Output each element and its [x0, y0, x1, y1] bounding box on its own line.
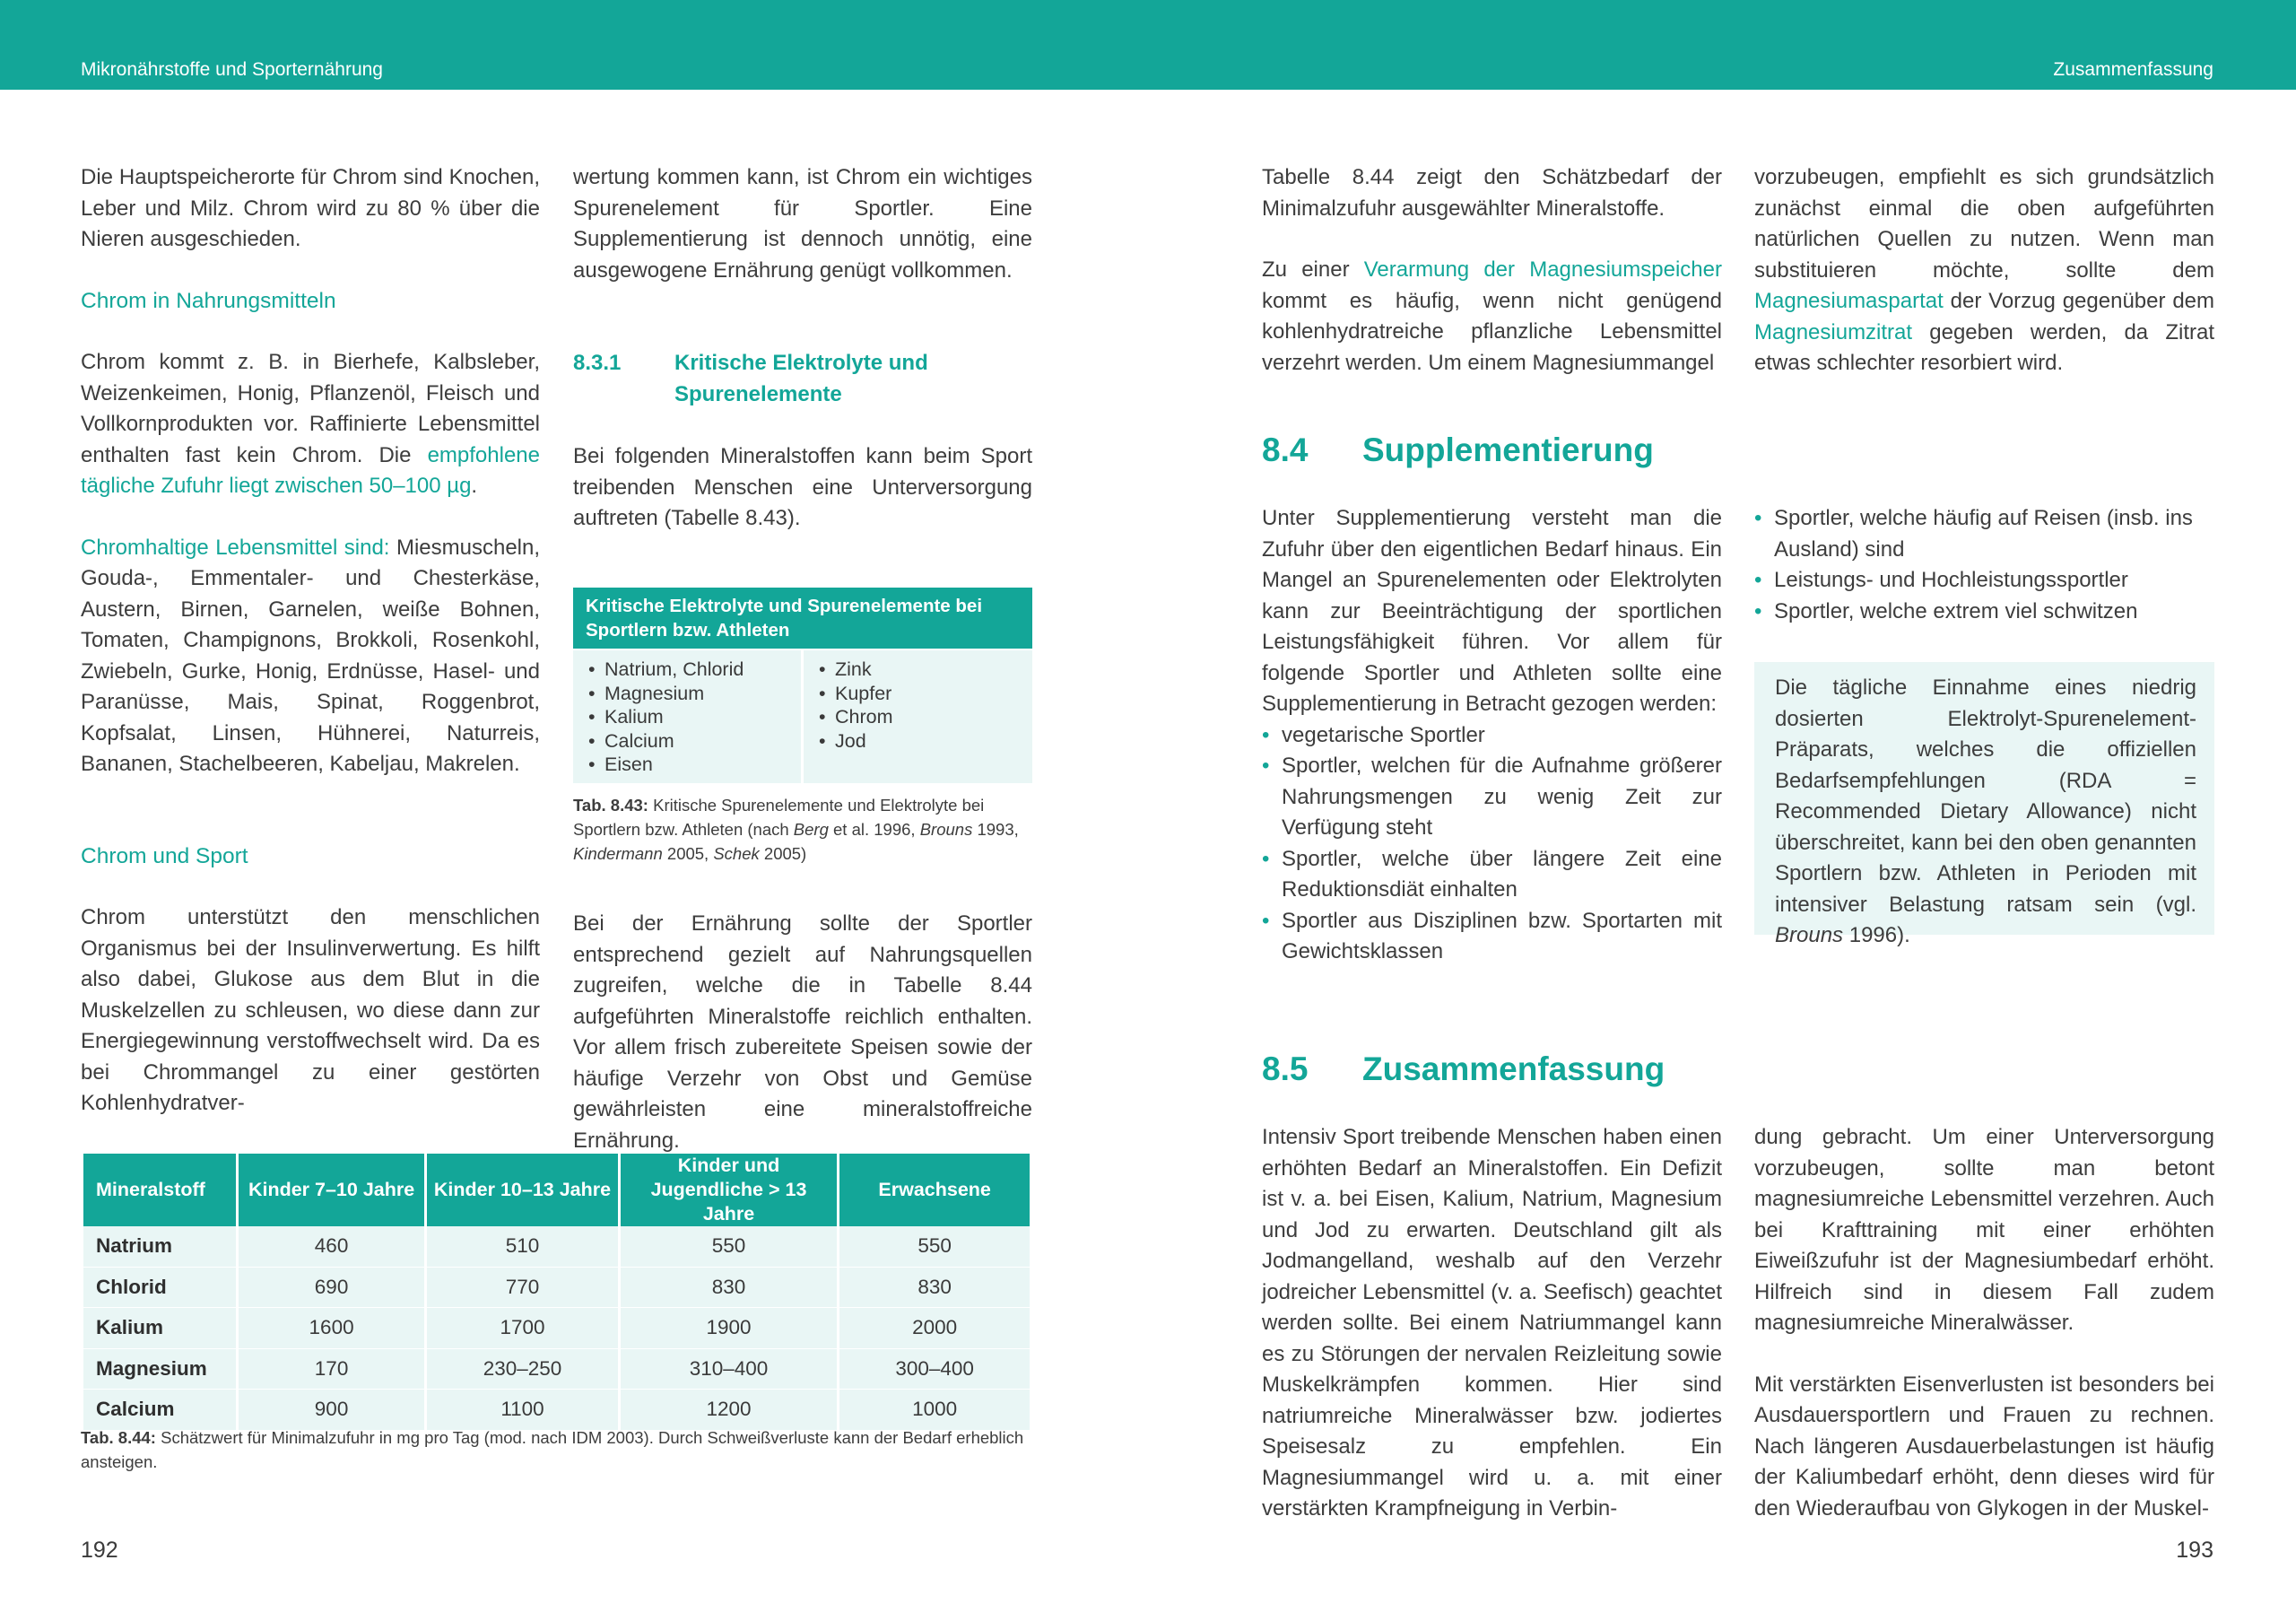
- column-header: Mineralstoff: [83, 1154, 236, 1226]
- table-row: Natrium 460 510 550 550: [83, 1226, 1030, 1268]
- left-page-column-2-para-2: [573, 909, 1032, 1156]
- section-number: 8.5: [1262, 1050, 1309, 1087]
- section-heading-8-4: [1262, 431, 1654, 470]
- paragraph: Unter Supplementierung versteht man die Zufuhr über den eigentlichen Bedarf hinaus. Ein Mangel an Spurenelementen oder Elektrolyten kann zur Beeinträchtigung der sportlichen Leistungsfähigkeit führen. Vor allem für folgende Sportler und Athleten sollte eine Supplementierung in Betracht gezogen werden:: [1262, 506, 1722, 716]
- paragraph: Tabelle 8.44 zeigt den Schätzbedarf der Minimalzufuhr ausgewählter Mineralstoffe.: [1262, 165, 1722, 221]
- list-item: • Calcium: [587, 729, 797, 754]
- column-header: Kinder 10–13 Jahre: [427, 1154, 617, 1226]
- zusammenfassung-column-2: [1754, 1122, 2214, 1524]
- list-item: • Zink: [817, 658, 1023, 682]
- section-number: 8.3.1: [573, 351, 622, 375]
- list-item: • Jod: [817, 729, 1023, 754]
- table-8-43-left-list: [587, 658, 797, 777]
- supplementierung-column-1: [1262, 503, 1722, 968]
- bullet-list: [1754, 503, 2214, 627]
- running-head-left: Mikronährstoffe und Sporternährung: [81, 59, 383, 80]
- paragraph: Chrom unterstützt den menschlichen Organismus bei der Insulinverwertung. Es hilft also dabei, Glukose aus dem Blut in die Muskelzellen zu schleusen, wo diese dann zur Energiegewinnung verstoffwechselt wird. Da es bei Chrommangel zu einer gestörten Kohlenhydratver-: [81, 905, 540, 1115]
- paragraph: Bei folgenden Mineralstoffen kann beim Sport treibenden Menschen eine Unterversorgung auftreten (Tabelle 8.43).: [573, 444, 1032, 530]
- list-item: • Natrium, Chlorid: [587, 658, 797, 682]
- column-header: Kinder und Jugendliche > 13 Jahre: [621, 1154, 838, 1226]
- page-number-left: 192: [81, 1538, 118, 1563]
- table-8-44-caption: Tab. 8.44: Schätzwert für Minimalzufuhr in mg pro Tag (mod. nach IDM 2003). Durch Schweißverluste kann der Bedarf erheblich ansteigen.: [81, 1428, 1024, 1471]
- left-page-column-1: [81, 162, 540, 1120]
- paragraph: Mit verstärkten Eisenverlusten ist besonders bei Ausdauersportlern und Frauen zu rechnen. Nach längeren Ausdauerbelastungen ist häufig der Kaliumbedarf erhöht, denn dieses wird für den Wiederaufbau von Glykogen in der Muskel-: [1754, 1372, 2214, 1521]
- table-8-43-header: Kritische Elektrolyte und Spurenelemente bei Sportlern bzw. Athleten: [573, 588, 1032, 649]
- subheading: Chrom und Sport: [81, 843, 248, 868]
- list-item: • Kalium: [587, 705, 797, 729]
- left-page-column-2: [573, 162, 1032, 286]
- paragraph: Chrom kommt z. B. in Bierhefe, Kalbsleber, Weizenkeimen, Honig, Pflanzenöl, Fleisch und Vollkornprodukten vor. Raffinierte Lebensmittel enthalten fast kein Chrom. Die empfohlene tägliche Zufuhr liegt zwischen 50–100 µg.: [81, 350, 541, 498]
- zusammenfassung-column-1: [1262, 1122, 1722, 1525]
- table-8-44: [81, 1154, 1032, 1431]
- supplementierung-column-2: [1754, 503, 2214, 627]
- list-item: • Kupfer: [817, 682, 1023, 706]
- list-item: • Sportler, welche häufig auf Reisen (insb. ins Ausland) sind: [1754, 503, 2214, 565]
- list-item: • vegetarische Sportler: [1262, 720, 1722, 752]
- section-title: Zusammenfassung: [1362, 1050, 1665, 1087]
- list-item: • Sportler aus Disziplinen bzw. Sportarten mit Gewichtsklassen: [1262, 906, 1722, 968]
- column-header: Erwachsene: [839, 1154, 1030, 1226]
- left-page-column-2-para: [573, 441, 1032, 535]
- highlight: Magnesiumzitrat: [1754, 319, 1913, 344]
- highlight: Magnesiumaspartat: [1754, 289, 1944, 313]
- table-row: Kalium 1600 1700 1900 2000: [83, 1308, 1030, 1349]
- paragraph: Bei der Ernährung sollte der Sportler entsprechend gezielt auf Nahrungsquellen zugreifen, welche die in Tabelle 8.44 aufgeführten Mineralstoffe reichlich enthalten. Vor allem frisch zubereitete Speisen sowie der häufige Verzehr von Obst und Gemüse gewährleisten eine mineralstoffreiche Ernährung.: [573, 911, 1032, 1153]
- list-item: • Sportler, welche über längere Zeit eine Reduktionsdiät einhalten: [1262, 844, 1722, 906]
- section-title: Kritische Elektrolyte und Spurenelemente: [674, 351, 928, 406]
- highlight: empfohlene tägliche Zufuhr liegt zwischen 50–100 µg: [81, 442, 541, 498]
- right-page-column-1: [1262, 162, 1722, 379]
- paragraph: wertung kommen kann, ist Chrom ein wichtiges Spurenelement für Sportler. Eine Supplementierung ist dennoch unnötig, eine ausgewogene Ernährung genügt vollkommen.: [573, 165, 1032, 283]
- running-head-right: Zusammenfassung: [2053, 59, 2213, 80]
- table-8-43-right-list: [817, 658, 1023, 753]
- section-title: Supplementierung: [1362, 431, 1654, 468]
- paragraph: Die Hauptspeicherorte für Chrom sind Knochen, Leber und Milz. Chrom wird zu 80 % über die Nieren ausgeschieden.: [81, 165, 540, 251]
- highlight: Verarmung der Magnesiumspeicher: [1363, 257, 1722, 282]
- column-header: Kinder 7–10 Jahre: [239, 1154, 424, 1226]
- right-page-column-2: [1754, 162, 2214, 379]
- page-number-right: 193: [2176, 1538, 2213, 1563]
- paragraph: vorzubeugen, empfiehlt es sich grundsätzlich zunächst einmal die oben aufgeführten natürlichen Quellen zu nutzen. Wenn man substituieren möchte, sollte dem Magnesiumaspartat der Vorzug gegenüber dem Magnesiumzitrat gegeben werden, da Zitrat etwas schlechter resorbiert wird.: [1754, 165, 2214, 375]
- section-number: 8.4: [1262, 431, 1309, 468]
- list-item: • Magnesium: [587, 682, 797, 706]
- paragraph: Intensiv Sport treibende Menschen haben einen erhöhten Bedarf an Mineralstoffen. Ein Defizit ist v. a. bei Eisen, Kalium, Natrium, Magnesium und Jod zu erwarten. Deutschland gilt als Jodmangelland, weshalb auf den Verzehr jodreicher Lebensmittel (v. a. Seefisch) geachtet werden sollte. Bei einem Natriummangel kann es zu Störungen der nervalen Reizleitung sowie Muskelkrämpfen kommen. Hier sind natriumreiche Mineralwässer bzw. jodiertes Speisesalz zu empfehlen. Ein Magnesiummangel wird u. a. mit einer verstärkten Krampfneigung in Verbin-: [1262, 1125, 1722, 1521]
- paragraph: Chromhaltige Lebensmittel sind: Miesmuscheln, Gouda-, Emmentaler- und Chesterkäse, Austern, Birnen, Garnelen, weiße Bohnen, Tomaten, Champignons, Brokkoli, Rosenkohl, Zwiebeln, Gurke, Honig, Erdnüsse, Hasel- und Paranüsse, Mais, Spinat, Roggenbrot, Kopfsalat, Linsen, Hühnerei, Naturreis, Bananen, Stachelbeeren, Kabeljau, Makrelen.: [81, 535, 541, 776]
- list-item: • Chrom: [817, 705, 1023, 729]
- list-item: • Leistungs- und Hochleistungssportler: [1754, 565, 2214, 597]
- list-item: • Sportler, welchen für die Aufnahme größerer Nahrungsmengen zu wenig Zeit zur Verfügung steht: [1262, 751, 1722, 844]
- list-item: • Eisen: [587, 753, 797, 777]
- list-item: • Sportler, welche extrem viel schwitzen: [1754, 597, 2214, 628]
- paragraph: Zu einer Verarmung der Magnesiumspeicher kommt es häufig, wenn nicht genügend kohlenhydratreiche pflanzliche Lebensmittel verzehrt werden. Um einem Magnesiummangel: [1262, 257, 1722, 375]
- table-8-43-caption: Tab. 8.43: Kritische Spurenelemente und Elektrolyte bei Sportlern bzw. Athleten (nach Berg et al. 1996, Brouns 1993, Kindermann 2005, Schek 2005): [573, 796, 1019, 863]
- paragraph: dung gebracht. Um einer Unterversorgung vorzubeugen, sollte man betont magnesiumreiche Lebensmittel verzehren. Auch bei Krafttraining mit einer erhöhten Eiweißzufuhr ist der Magnesiumbedarf erhöht. Hilfreich sind in diesem Fall zudem magnesiumreiche Mineralwässer.: [1754, 1125, 2214, 1335]
- bullet-list: [1262, 720, 1722, 968]
- table-row: Chlorid 690 770 830 830: [83, 1268, 1030, 1309]
- section-heading-8-5: [1262, 1050, 1665, 1089]
- table-row: Magnesium 170 230–250 310–400 300–400: [83, 1349, 1030, 1390]
- subheading: Chrom in Nahrungsmitteln: [81, 288, 336, 313]
- info-box-text: Die tägliche Einnahme eines niedrig dosierten Elektrolyt-Spurenelement-Präparats, welches die offiziellen Bedarfsempfehlungen (RDA = Recommended Dietary Allowance) nicht überschreitet, kann bei den oben genannten Sportlern bzw. Athleten in Perioden mit intensiver Belastung ratsam sein (vgl. Brouns 1996).: [1775, 675, 2196, 947]
- table-row: Calcium 900 1100 1200 1000: [83, 1390, 1030, 1431]
- highlight: Chromhaltige Lebensmittel sind:: [81, 535, 390, 560]
